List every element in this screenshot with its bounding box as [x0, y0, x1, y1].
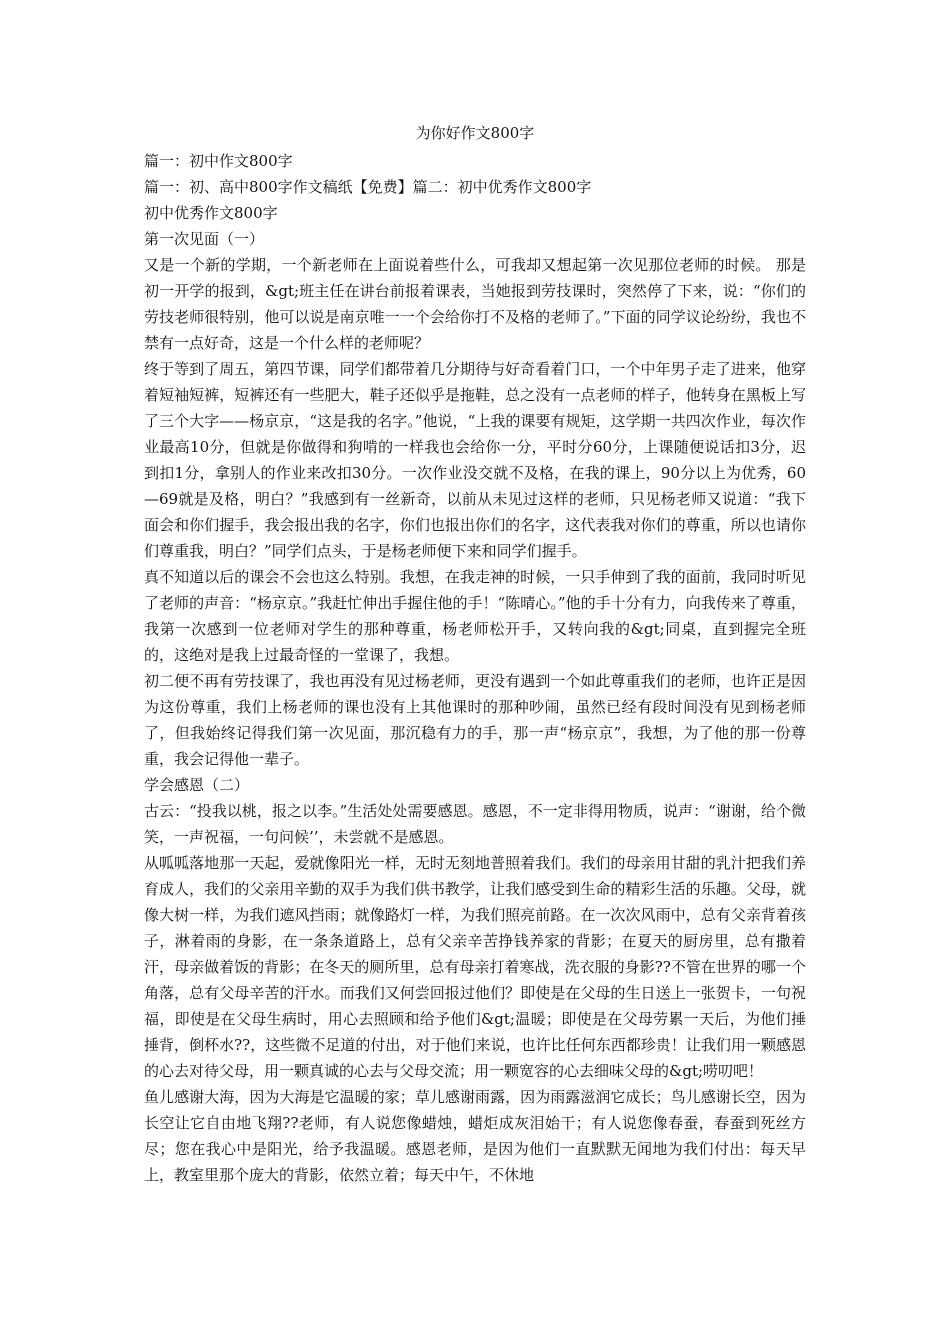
paragraph: 古云：“投我以桃，报之以李。”生活处处需要感恩。感恩，不一定非得用物质，说声：“谢谢，给个微笑，一声祝福，一句问候’’，未尝就不是感恩。 — [144, 802, 806, 846]
paragraph: 终于等到了周五，第四节课，同学们都带着几分期待与好奇看着门口，一个中年男子走了进来，他穿着短袖短裤，短裤还有一些肥大，鞋子还似乎是拖鞋，总之没有一点老师的样子，他转身在黑板上写了三个大字——杨京京，“这是我的名字。”他说，“上我的课要有规矩，这学期一共四次作业，每次作业最高10分，但就是你做得和狗啃的一样我也会给你一分，平时分60分，上课随便说话扣3分，迟到扣1分，拿别人的作业来改扣30分。一次作业没交就不及格，在我的课上，90分以上为优秀，60—69就是及格，明白？”我感到有一丝新奇，以前从未见过这样的老师，只见杨老师又说道：“我下面会和你们握手，我会报出我的名字，你们也报出你们的名字，这代表我对你们的尊重，所以也请你们尊重我，明白？”同学们点头，于是杨老师便下来和同学们握手。 — [144, 360, 806, 560]
document-page — [144, 120, 806, 1188]
heading-chapter-list: 篇一：初、高中800字作文稿纸【免费】篇二：初中优秀作文800字 — [144, 178, 592, 196]
section-heading-gratitude: 学会感恩（二） — [144, 776, 250, 794]
heading-subtitle: 初中优秀作文800字 — [144, 204, 278, 222]
section-heading-first-meeting: 第一次见面（一） — [144, 230, 265, 248]
paragraph: 真不知道以后的课会不会也这么特别。我想，在我走神的时候，一只手伸到了我的面前，我同时听见了老师的声音：“杨京京。”我赶忙伸出手握住他的手！“陈晴心。”他的手十分有力，向我传来了尊重，我第一次感到一位老师对学生的那种尊重，杨老师松开手，又转向我的&gt;同桌，直到握完全班的，这绝对是我上过最奇怪的一堂课了，我想。 — [144, 568, 806, 664]
document-title: 为你好作文800字 — [415, 124, 535, 142]
paragraph: 从呱呱落地那一天起，爱就像阳光一样，无时无刻地普照着我们。我们的母亲用甘甜的乳汁把我们养育成人，我们的父亲用辛勤的双手为我们供书教学，让我们感受到生命的精彩生活的乐趣。父母，就像大树一样，为我们遮风挡雨；就像路灯一样，为我们照亮前路。在一次次风雨中，总有父亲背着孩子，淋着雨的身影，在一条条道路上，总有父亲辛苦挣钱养家的背影；在夏天的厨房里，总有撒着汗，母亲做着饭的背影；在冬天的厕所里，总有母亲打着寒战，洗衣服的身影??不管在世界的哪一个角落，总有父母辛苦的汗水。而我们又何尝回报过他们？即使是在父母的生日送上一张贺卡，一句祝福，即使是在父母生病时，用心去照顾和给予他们&gt;温暖；即使是在父母劳累一天后，为他们捶捶背，倒杯水??，这些微不足道的付出，对于他们来说，也许比任何东西都珍贵！让我们用一颗感恩的心去对待父母，用一颗真诚的心去与父母交流；用一颗宽容的心去细味父母的&gt;唠叨吧！ — [144, 854, 806, 1080]
paragraph: 鱼儿感谢大海，因为大海是它温暖的家；草儿感谢雨露，因为雨露滋润它成长；鸟儿感谢长空，因为长空让它自由地飞翔??老师，有人说您像蜡烛，蜡炬成灰泪始干；有人说您像春蚕，春蚕到死丝方尽；您在我心中是阳光，给予我温暖。感恩老师，是因为他们一直默默无闻地为我们付出：每天早上，教室里那个庞大的背影，依然立着；每天中午，不休地 — [144, 1088, 806, 1184]
paragraph: 初二便不再有劳技课了，我也再没有见过杨老师，更没有遇到一个如此尊重我们的老师，也许正是因为这份尊重，我们上杨老师的课也没有上其他课时的那种吵闹，虽然已经有段时间没有见到杨老师了，但我始终记得我们第一次见面，那沉稳有力的手，那一声“杨京京”，我想，为了他的那一份尊重，我会记得他一辈子。 — [144, 672, 806, 768]
paragraph: 又是一个新的学期，一个新老师在上面说着些什么，可我却又想起第一次见那位老师的时候。 那是初一开学的报到，&gt;班主任在讲台前报着课表，当她报到劳技课时，突然停了下来，说：“你们的劳技老师很特别，他可以说是南京唯一一个会给你打不及格的老师了。”下面的同学议论纷纷，我也不禁有一点好奇，这是一个什么样的老师呢？ — [144, 256, 806, 352]
heading-chapter-1: 篇一：初中作文800字 — [144, 152, 293, 170]
